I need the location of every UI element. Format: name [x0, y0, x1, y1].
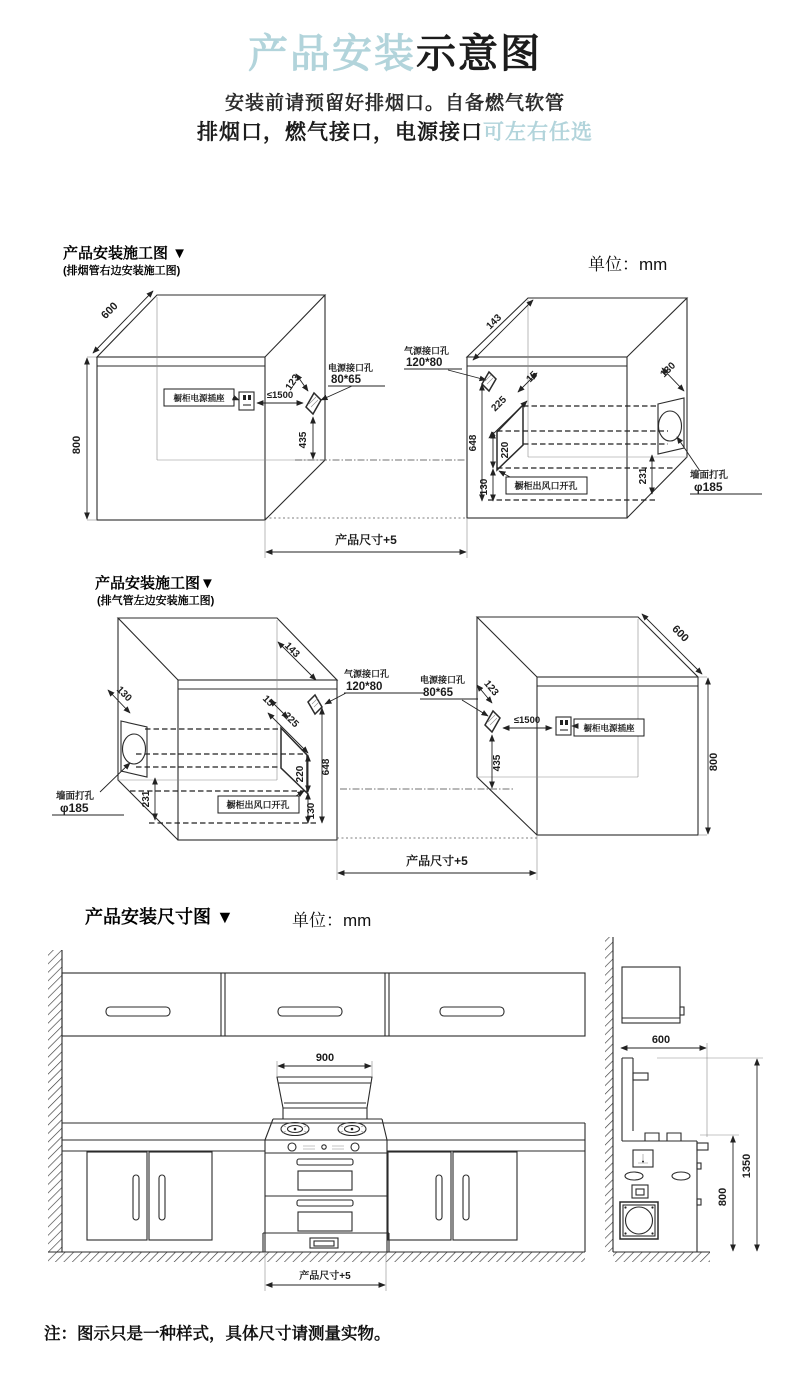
d2-socket-text: 橱柜电源插座	[583, 723, 635, 733]
d1-15-value: 15	[524, 369, 541, 386]
subtitle-line2	[0, 116, 790, 146]
side-switch	[632, 1185, 648, 1198]
d1-power-hole-size: 80*65	[331, 374, 362, 386]
d1-left-dim-height	[71, 357, 96, 520]
d2-power-hole-size: 80*65	[423, 687, 454, 699]
d2-435-value: 435	[492, 754, 503, 772]
side-wall-cabinet	[622, 967, 684, 1023]
d2-socket-icon	[556, 717, 571, 735]
section3-unit: 单位：mm	[292, 911, 372, 930]
section1-unit: 单位：mm	[588, 255, 668, 274]
d2-225-value: 225	[280, 710, 301, 731]
d1-wall-hole-label	[677, 437, 762, 494]
knob-left	[288, 1143, 296, 1151]
d2-dim-130-left	[108, 684, 134, 713]
d2-wall-hole	[121, 721, 147, 777]
d1-power-hole	[306, 393, 321, 414]
d1-vent-label	[499, 471, 587, 494]
d1-gas-name: 气源接口孔	[404, 346, 450, 356]
d1-225-value: 225	[489, 394, 510, 415]
page-title-main: 示意图	[416, 32, 542, 76]
d1-socket-label	[164, 389, 239, 406]
section2-subtitle: (排气管左边安装施工图)	[97, 595, 215, 607]
side-socket	[633, 1150, 653, 1167]
d1-143-value: 143	[484, 312, 505, 333]
d1-left-height-value: 800	[71, 435, 83, 455]
dimension-drawing	[0, 935, 790, 1300]
d2-dim-231	[141, 778, 155, 820]
d1-435-value: 435	[298, 431, 309, 449]
d2-143-value: 143	[281, 640, 302, 661]
d1-wall-hole-size: φ185	[694, 480, 723, 494]
front-product-width-value: 产品尺寸+5	[299, 1271, 351, 1282]
d2-power-hole-label	[420, 674, 488, 716]
panel-print	[303, 1146, 344, 1149]
d1-130l-value: 130	[479, 478, 490, 496]
d2-height-value: 800	[708, 752, 720, 772]
d2-dim-height	[698, 677, 720, 835]
oven1-door	[298, 1171, 352, 1190]
side-dim-600	[621, 1034, 707, 1137]
side-stove-profile	[620, 1058, 708, 1252]
d1-dim-435	[295, 417, 467, 460]
d2-wall-hole-size: φ185	[60, 801, 89, 815]
side-800-value: 800	[717, 1187, 729, 1207]
burner-right	[338, 1123, 366, 1136]
d2-dim-648	[321, 708, 332, 823]
subtitle-line2-main: 排烟口，燃气接口，电源接口	[197, 121, 483, 144]
d2-dim-130-bottom	[306, 793, 317, 823]
d1-123-value: 123	[283, 372, 303, 393]
d1-dim-15	[518, 369, 540, 392]
d1-dim-220	[493, 432, 511, 468]
side-handle-1	[625, 1172, 643, 1180]
d2-dim-143	[278, 640, 316, 680]
d2-130b-value: 130	[306, 802, 317, 820]
d2-dim-220	[295, 755, 308, 792]
d2-15-value: 15	[259, 693, 276, 710]
d1-gas-hole	[482, 372, 496, 391]
dim-900-value: 900	[315, 1052, 335, 1064]
d2-gas-name: 气源接口孔	[344, 669, 390, 679]
d1-wall-hole	[658, 398, 684, 454]
side-600-value: 600	[651, 1034, 671, 1046]
side-wall	[605, 937, 613, 1252]
d2-dim-225	[268, 710, 308, 753]
side-1350-value: 1350	[741, 1153, 753, 1179]
d2-dim-depth	[642, 614, 702, 674]
base-cabinets-left	[87, 1152, 212, 1240]
power-indicator	[322, 1145, 326, 1149]
d1-socket-text: 橱柜电源插座	[173, 393, 225, 403]
subtitle-line2-accent: 可左右任选	[483, 121, 593, 144]
d1-vent-text: 橱柜出风口开孔	[514, 481, 578, 491]
knob-right	[351, 1143, 359, 1151]
d2-648-value: 648	[321, 758, 332, 776]
d1-dim-231	[638, 455, 652, 494]
d2-vent-label	[218, 791, 304, 813]
d1-1500-value: ≤1500	[266, 390, 294, 401]
diagram1-drawing	[0, 240, 790, 570]
base-handle-inner	[314, 1241, 334, 1246]
d2-dim-435	[340, 735, 515, 789]
d2-dim-123	[477, 678, 501, 703]
d2-130l-value: 130	[113, 684, 134, 705]
d2-gas-size: 120*80	[346, 681, 383, 693]
d2-product-width	[337, 836, 537, 880]
d1-wall-hole-name: 墙面打孔	[690, 470, 729, 481]
burner-left	[281, 1123, 309, 1136]
stove-hood	[277, 1077, 372, 1119]
oven1-handle	[297, 1159, 353, 1165]
d1-220-value: 220	[500, 441, 511, 459]
d2-product-width-value: 产品尺寸+5	[406, 854, 468, 868]
d1-dim-143	[473, 300, 533, 360]
d1-power-hole-label	[321, 362, 385, 400]
d1-dim-123	[284, 372, 308, 392]
d2-vent-text: 橱柜出风口开孔	[226, 800, 290, 810]
section3-title: 产品安装尺寸图 ▼	[85, 907, 234, 927]
base-cabinets-right	[388, 1152, 517, 1240]
oven2-handle	[297, 1200, 353, 1206]
d2-wall-hole-name: 墙面打孔	[56, 791, 95, 802]
d2-dim-1500	[503, 715, 552, 728]
side-fan-outlet	[620, 1202, 658, 1239]
d1-product-width-value: 产品尺寸+5	[335, 533, 397, 547]
front-floor	[48, 1252, 585, 1262]
d2-gas-hole	[308, 695, 322, 714]
d1-dim-1500	[257, 390, 303, 403]
d2-231-value: 231	[141, 790, 152, 808]
d2-power-hole-name: 电源接口孔	[420, 675, 466, 685]
page-title-accent: 产品安装	[248, 32, 416, 76]
side-dim-1350	[657, 1058, 763, 1251]
d1-product-width	[265, 518, 467, 558]
page-title	[0, 22, 790, 79]
d2-123-value: 123	[481, 678, 501, 699]
d1-130r-value: 130	[658, 360, 679, 381]
section1-subtitle: (排烟管右边安装施工图)	[63, 265, 181, 277]
wall-cabinets	[62, 973, 585, 1036]
footnote: 注：图示只是一种样式，具体尺寸请测量实物。	[44, 1325, 391, 1343]
stove-body	[263, 1140, 389, 1252]
stove-hob	[265, 1119, 387, 1140]
d1-power-hole-name: 电源接口孔	[328, 363, 374, 373]
d1-left-depth-value: 600	[99, 300, 121, 322]
side-handle-2	[672, 1172, 690, 1180]
d2-power-hole	[485, 711, 500, 732]
dim-900	[277, 1052, 372, 1076]
d2-220-value: 220	[295, 765, 306, 783]
diagram2-drawing	[0, 570, 790, 890]
d1-socket-icon	[239, 392, 254, 410]
d2-depth-value: 600	[669, 623, 691, 645]
side-floor	[613, 1252, 710, 1262]
d2-socket-label	[572, 719, 644, 736]
d1-gas-size: 120*80	[406, 357, 443, 369]
d1-dim-130-right	[658, 360, 684, 391]
d1-648-value: 648	[468, 434, 479, 452]
side-dim-800	[700, 1135, 739, 1251]
section2-title: 产品安装施工图▼	[95, 575, 215, 592]
d1-left-dim-depth	[93, 291, 153, 353]
d2-gas-hole-label	[325, 668, 424, 704]
d1-231-value: 231	[638, 467, 649, 485]
subtitle-line1: 安装前请预留好排烟口。自备燃气软管	[224, 93, 565, 114]
d1-dim-130-left	[479, 469, 493, 501]
d1-cabinet-left-outline	[97, 295, 325, 520]
oven2-door	[298, 1212, 352, 1231]
section1-title: 产品安装施工图 ▼	[63, 245, 188, 262]
front-wall	[48, 950, 62, 1252]
d2-1500-value: ≤1500	[513, 715, 541, 726]
